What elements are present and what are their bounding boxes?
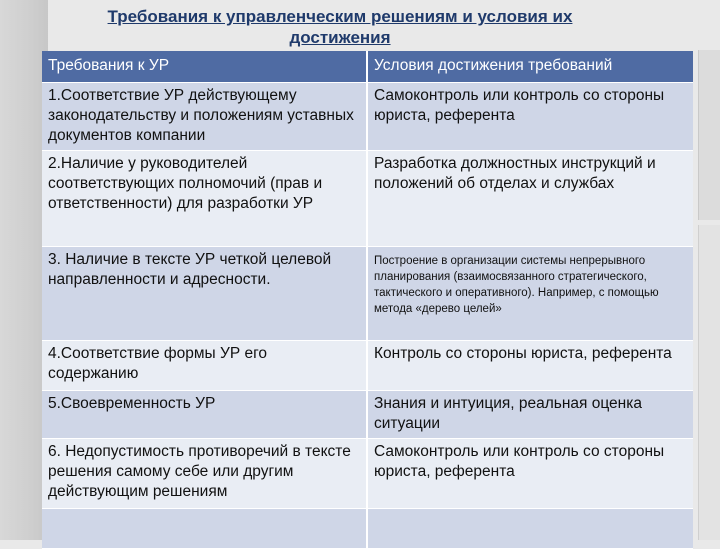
requirement-cell: 2.Наличие у руководителей соответствующих полномочий (прав и ответственности) для разработки УР: [42, 151, 367, 247]
condition-cell: Самоконтроль или контроль со стороны юриста, референта: [367, 439, 693, 509]
table-header-row: [42, 51, 693, 83]
header-conditions: Условия достижения требований: [367, 51, 693, 83]
table-row: [42, 247, 693, 341]
table-row-empty: [42, 509, 693, 549]
condition-cell: Самоконтроль или контроль со стороны юриста, референта: [367, 83, 693, 151]
table-row: [42, 341, 693, 391]
table-row: [42, 83, 693, 151]
background-right-strip-bottom: [698, 225, 720, 540]
requirement-cell: 4.Соответствие формы УР его содержанию: [42, 341, 367, 391]
table-row: [42, 439, 693, 509]
condition-cell: Знания и интуиция, реальная оценка ситуации: [367, 391, 693, 439]
header-requirements: Требования к УР: [42, 51, 367, 83]
table-row: [42, 151, 693, 247]
requirement-cell: [42, 509, 367, 549]
background-left-panel: [0, 0, 48, 540]
requirement-cell: 1.Соответствие УР действующему законодательству и положениям уставных документов компании: [42, 83, 367, 151]
table-row: [42, 391, 693, 439]
condition-cell: [367, 509, 693, 549]
condition-cell: Контроль со стороны юриста, референта: [367, 341, 693, 391]
background-right-strip-top: [698, 50, 720, 220]
slide-title: Требования к управленческим решениям и условия их достижения: [107, 7, 573, 47]
requirement-cell: 3. Наличие в тексте УР четкой целевой направленности и адресности.: [42, 247, 367, 341]
condition-cell: Разработка должностных инструкций и положений об отделах и службах: [367, 151, 693, 247]
requirement-cell: 6. Недопустимость противоречий в тексте решения самому себе или другим действующим решениям: [42, 439, 367, 509]
requirements-table: [42, 51, 693, 549]
condition-cell: Построение в организации системы непрерывного планирования (взаимосвязанного стратегического, тактического и оперативного). Например, с помощью метода «дерево целей»: [367, 247, 693, 341]
requirement-cell: 5.Своевременность УР: [42, 391, 367, 439]
